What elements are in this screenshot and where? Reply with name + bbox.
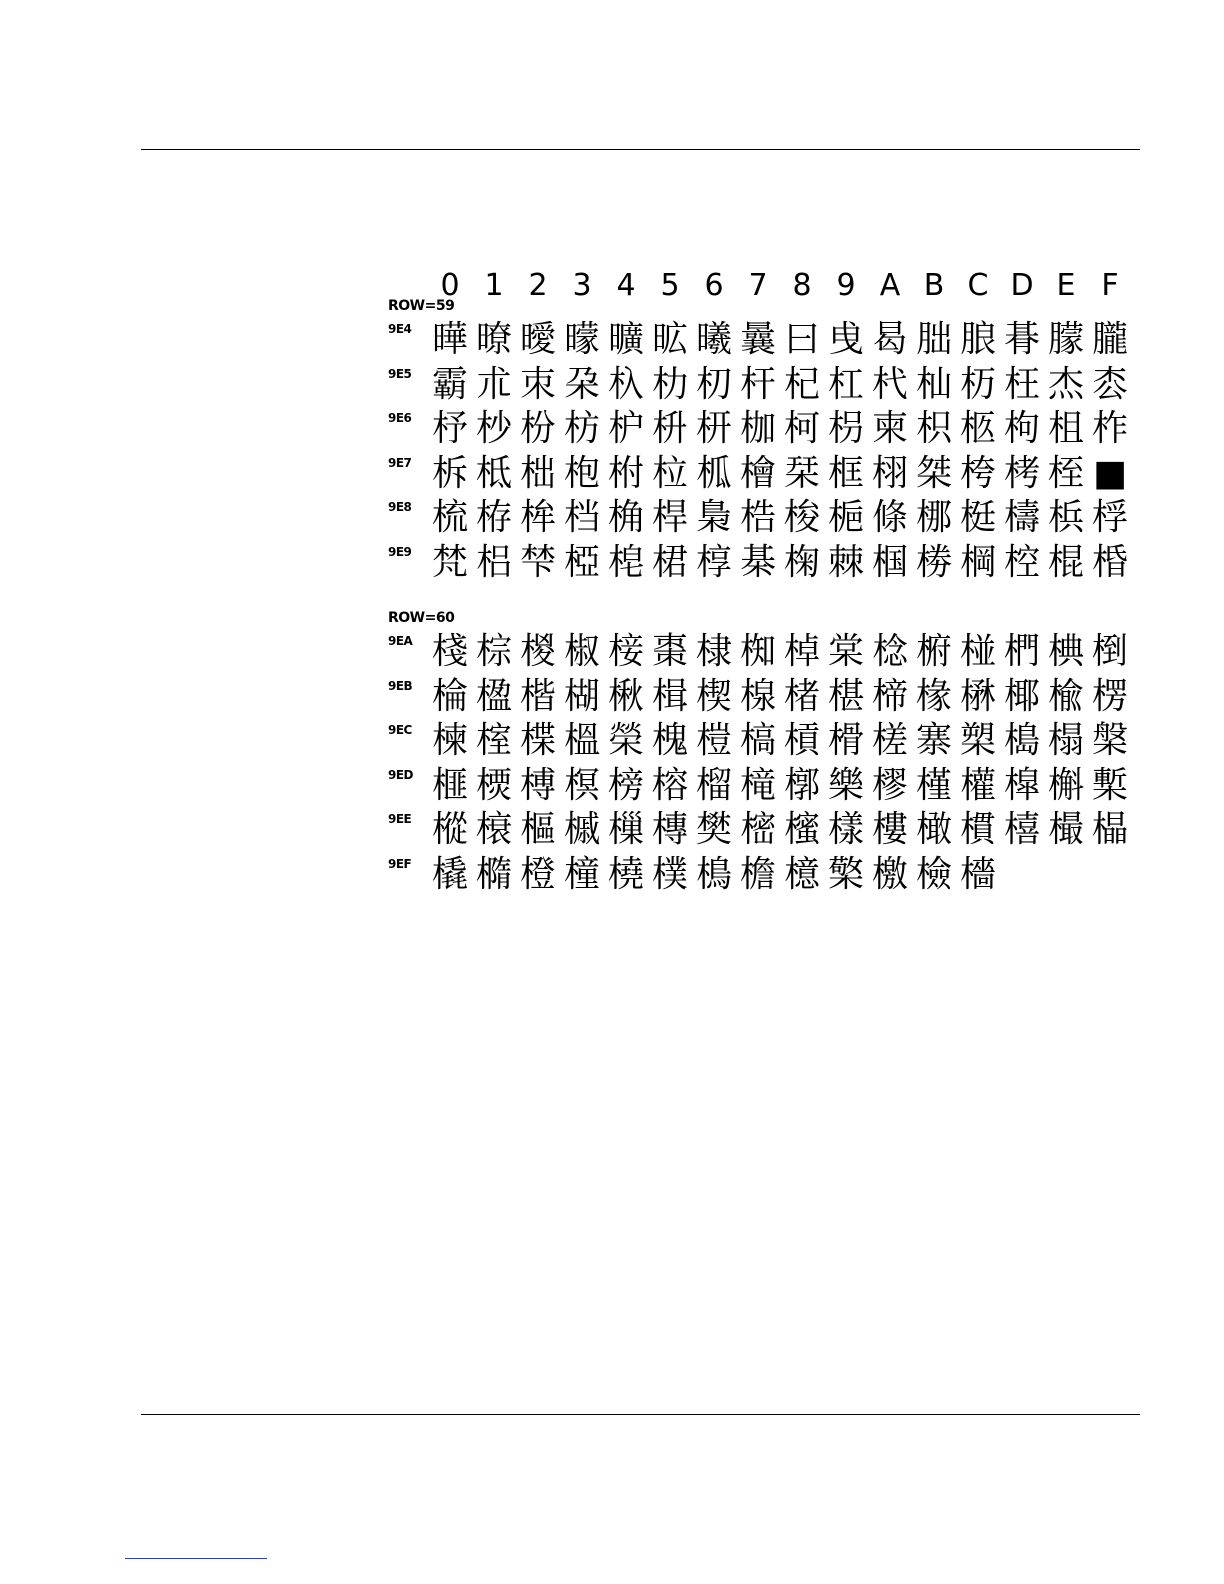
column-header: 8	[792, 268, 812, 303]
kanji-cell: 枸	[1003, 408, 1040, 449]
kanji-cell: 朦	[1047, 319, 1084, 360]
kanji-cell: 棹	[783, 631, 820, 672]
kanji-cell: 棆	[431, 675, 468, 717]
kanji-cell: 昿	[651, 319, 688, 360]
kanji-cell: 柮	[519, 452, 556, 494]
kanji-cell: 梏	[739, 497, 776, 538]
kanji-cell: 橙	[519, 853, 556, 895]
kanji-row	[428, 541, 1132, 585]
kanji-cell: 楡	[1047, 675, 1084, 717]
kanji-cell: 槫	[651, 809, 688, 850]
kanji-cell: 杰	[1047, 363, 1084, 405]
kanji-cell: 椢	[871, 541, 908, 583]
column-header: 6	[704, 268, 724, 303]
kanji-cell: 柆	[651, 452, 688, 494]
kanji-cell: 棧	[431, 631, 468, 672]
row-code-label: 9ED	[388, 767, 414, 782]
kanji-cell: 朷	[695, 363, 732, 405]
kanji-cell: 栫	[475, 497, 512, 538]
row-code-label: 9E5	[388, 366, 412, 381]
kanji-cell: 桷	[607, 497, 644, 538]
kanji-cell: 棣	[695, 631, 732, 672]
kanji-cell: 朸	[651, 363, 688, 405]
kanji-cell: 柞	[1091, 408, 1128, 449]
header-rule	[141, 149, 1140, 150]
kanji-cell: 楾	[739, 675, 776, 717]
row-section-label: ROW=60	[388, 610, 455, 626]
kanji-cell: 樛	[871, 764, 908, 806]
kanji-cell: 榁	[475, 720, 512, 761]
footer-link-underline	[125, 1558, 267, 1559]
kanji-cell: 柤	[1047, 408, 1084, 449]
kanji-cell: 樸	[651, 853, 688, 895]
kanji-cell: 枉	[1003, 363, 1040, 405]
kanji-cell: 楔	[695, 675, 732, 717]
kanji-cell: 框	[827, 452, 864, 494]
kanji-cell: 棕	[475, 631, 512, 672]
kanji-cell: 曦	[695, 319, 732, 360]
kanji-cell: 槊	[959, 720, 996, 761]
kanji-cell: 曷	[871, 319, 908, 360]
kanji-cell: 椣	[1047, 631, 1084, 672]
kanji-cell: 橲	[1003, 809, 1040, 850]
kanji-cell: 檣	[959, 853, 996, 895]
kanji-cell: 朖	[959, 319, 996, 360]
kanji-cell: 朿	[519, 363, 556, 405]
kanji-cell: 樓	[871, 809, 908, 850]
kanji-cell: 樞	[519, 809, 556, 850]
kanji-row	[428, 407, 1132, 451]
kanji-cell: 榾	[827, 720, 864, 761]
kanji-cell: 栩	[871, 452, 908, 494]
kanji-cell: 榱	[475, 809, 512, 850]
kanji-cell: 梠	[475, 541, 512, 583]
kanji-cell: 樊	[695, 809, 732, 850]
kanji-row	[428, 630, 1132, 674]
kanji-row	[428, 496, 1132, 540]
kanji-cell: 梍	[607, 541, 644, 583]
kanji-cell: 樌	[959, 809, 996, 850]
kanji-cell: 榮	[607, 720, 644, 761]
kanji-cell: 橢	[475, 853, 512, 895]
kanji-cell: 楫	[651, 675, 688, 717]
kanji-cell: 榕	[651, 764, 688, 806]
kanji-cell: 楹	[475, 675, 512, 717]
kanji-cell: 槨	[783, 764, 820, 806]
kanji-cell: 棡	[959, 541, 996, 583]
kanji-cell: 槭	[563, 809, 600, 850]
kanji-cell: 橇	[431, 853, 468, 895]
kanji-cell: 榜	[607, 764, 644, 806]
kanji-cell: 曩	[739, 319, 776, 360]
kanji-cell: 楞	[1091, 675, 1128, 717]
kanji-cell: 條	[871, 497, 908, 538]
kanji-row	[428, 808, 1132, 852]
kanji-cell: 柬	[871, 408, 908, 449]
kanji-cell: 槲	[1047, 764, 1084, 806]
kanji-cell: 霸	[431, 363, 468, 405]
kanji-cell: 梹	[1047, 497, 1084, 538]
column-header: C	[967, 268, 989, 303]
kanji-cell: 椹	[827, 675, 864, 717]
kanji-cell: 榴	[695, 764, 732, 806]
kanji-cell: 楮	[783, 675, 820, 717]
kanji-cell: 暸	[475, 319, 512, 360]
kanji-cell: 曚	[563, 319, 600, 360]
kanji-cell: 棠	[827, 631, 864, 672]
kanji-cell: 杞	[783, 363, 820, 405]
kanji-cell: 楷	[519, 675, 556, 717]
kanji-cell: 槹	[1003, 764, 1040, 806]
kanji-cell: 杆	[739, 363, 776, 405]
kanji-cell: 朏	[915, 319, 952, 360]
kanji-cell: 朮	[475, 363, 512, 405]
kanji-cell: 枡	[651, 408, 688, 449]
kanji-cell: 檄	[871, 853, 908, 895]
kanji-cell: 椰	[1003, 675, 1040, 717]
kanji-cell: 樮	[475, 764, 512, 806]
kanji-cell: 枩	[1091, 363, 1128, 405]
kanji-cell: 椚	[1003, 631, 1040, 672]
kanji-cell: 楴	[871, 675, 908, 717]
kanji-cell: 槐	[651, 720, 688, 761]
kanji-cell: 樂	[827, 764, 864, 806]
kanji-row	[428, 318, 1132, 362]
kanji-cell: 橈	[607, 853, 644, 895]
kanji-cell: 檮	[1003, 497, 1040, 538]
kanji-cell: 楝	[431, 720, 468, 761]
kanji-cell: 榲	[563, 720, 600, 761]
column-header: D	[1010, 268, 1034, 303]
kanji-cell: 曄	[431, 319, 468, 360]
row-code-label: 9EE	[388, 812, 412, 826]
kanji-cell: 梭	[783, 497, 820, 538]
kanji-cell: 權	[959, 764, 996, 806]
kanji-cell: 棗	[651, 631, 688, 672]
kanji-cell: 曰	[783, 319, 820, 360]
kanji-cell: 柯	[783, 408, 820, 449]
column-header: E	[1056, 268, 1076, 303]
kanji-cell: 椏	[563, 541, 600, 583]
kanji-cell: 椁	[695, 541, 732, 583]
kanji-cell: 朶	[563, 363, 600, 405]
kanji-cell: 樔	[607, 809, 644, 850]
kanji-cell: 桀	[915, 452, 952, 494]
kanji-cell: 枷	[739, 408, 776, 449]
kanji-cell: 梳	[431, 497, 468, 538]
kanji-cell: 杼	[431, 408, 468, 449]
kanji-cell: 枹	[563, 452, 600, 494]
kanji-cell: 椥	[739, 631, 776, 672]
kanji-cell: 椪	[959, 631, 996, 672]
kanji-cell: 槧	[1091, 764, 1128, 806]
kanji-cell: 榠	[563, 764, 600, 806]
kanji-row	[428, 853, 1000, 897]
kanji-cell: 樢	[695, 853, 732, 895]
kanji-cell: 梵	[431, 541, 468, 583]
kanji-cell: 枋	[563, 408, 600, 449]
kanji-cell: 榿	[695, 720, 732, 761]
kanji-cell: 橦	[563, 853, 600, 895]
column-header: 4	[616, 268, 636, 303]
kanji-cell: 樶	[1047, 809, 1084, 850]
kanji-cell: 椶	[519, 631, 556, 672]
kanji-cell: 榑	[519, 764, 556, 806]
kanji-cell: 椄	[607, 631, 644, 672]
kanji-cell: 橄	[915, 809, 952, 850]
kanji-cell: 栲	[1003, 452, 1040, 494]
kanji-cell: 枌	[519, 408, 556, 449]
row-code-label: 9E4	[388, 322, 412, 336]
kanji-cell: 枴	[827, 408, 864, 449]
kanji-cell: 梺	[519, 541, 556, 583]
kanji-cell: 槿	[915, 764, 952, 806]
kanji-cell: 椒	[563, 631, 600, 672]
kanji-cell: 椽	[915, 675, 952, 717]
row-code-label: 9E8	[388, 500, 412, 514]
column-header: 0	[440, 268, 460, 303]
kanji-cell: 楪	[519, 720, 556, 761]
kanji-cell: 枦	[607, 408, 644, 449]
kanji-cell: 櫁	[783, 809, 820, 850]
column-header: 7	[748, 268, 768, 303]
kanji-cell: 楸	[607, 675, 644, 717]
kanji-cell: 朧	[1091, 319, 1128, 360]
kanji-cell: ■	[1092, 452, 1127, 494]
kanji-cell: 杁	[607, 363, 644, 405]
kanji-cell: 榻	[1047, 720, 1084, 761]
kanji-cell: 梛	[915, 497, 952, 538]
kanji-cell: 樣	[827, 809, 864, 850]
kanji-cell: 柧	[695, 452, 732, 494]
kanji-cell: 檍	[783, 853, 820, 895]
kanji-cell: 椡	[1091, 631, 1128, 672]
kanji-cell: 曠	[607, 319, 644, 360]
kanji-cell: 杣	[915, 363, 952, 405]
kanji-row	[428, 675, 1132, 719]
kanji-cell: 楙	[959, 675, 996, 717]
kanji-cell: 桎	[1047, 452, 1084, 494]
row-code-label: 9EF	[388, 856, 412, 871]
kanji-cell: 樒	[739, 809, 776, 850]
kanji-cell: 槃	[1091, 720, 1128, 761]
kanji-row	[428, 363, 1132, 407]
kanji-cell: 槓	[783, 720, 820, 761]
kanji-cell: 曖	[519, 319, 556, 360]
kanji-cell: 桴	[1091, 497, 1128, 538]
kanji-cell: 楜	[563, 675, 600, 717]
column-header: F	[1101, 268, 1119, 303]
kanji-cell: 棔	[1091, 541, 1128, 583]
kanji-cell: 杪	[475, 408, 512, 449]
kanji-cell: 樅	[431, 809, 468, 850]
kanji-cell: 梔	[827, 497, 864, 538]
kanji-cell: 梃	[959, 497, 996, 538]
kanji-cell: 桾	[651, 541, 688, 583]
kanji-row	[428, 764, 1132, 808]
kanji-cell: 枅	[695, 408, 732, 449]
kanji-cell: 棍	[1047, 541, 1084, 583]
kanji-cell: 檢	[915, 853, 952, 895]
kanji-cell: 橸	[1091, 809, 1128, 850]
kanji-cell: 柩	[959, 408, 996, 449]
kanji-row	[428, 452, 1132, 496]
footer-rule	[141, 1414, 1140, 1415]
kanji-cell: 杠	[827, 363, 864, 405]
kanji-cell: 桙	[519, 497, 556, 538]
kanji-cell: 棊	[739, 541, 776, 583]
kanji-cell: 棯	[871, 631, 908, 672]
column-header: 3	[572, 268, 592, 303]
column-header: 5	[660, 268, 680, 303]
row-code-label: 9E7	[388, 455, 412, 470]
kanji-cell: 档	[563, 497, 600, 538]
kanji-cell: 梟	[695, 497, 732, 538]
kanji-cell: 檠	[827, 853, 864, 895]
kanji-cell: 檐	[739, 853, 776, 895]
kanji-cell: 柎	[607, 452, 644, 494]
row-section-label: ROW=59	[388, 298, 455, 314]
kanji-cell: 椈	[783, 541, 820, 583]
kanji-cell: 椨	[915, 631, 952, 672]
column-header: 2	[528, 268, 548, 303]
row-code-label: 9E9	[388, 544, 412, 559]
column-header: A	[879, 268, 901, 303]
kanji-cell: 槝	[1003, 720, 1040, 761]
kanji-cell: 椦	[915, 541, 952, 583]
kanji-cell: 桍	[959, 452, 996, 494]
column-header: B	[923, 268, 945, 303]
kanji-cell: 枳	[915, 408, 952, 449]
row-code-label: 9EB	[388, 678, 413, 693]
kanji-cell: 寨	[915, 720, 952, 761]
kanji-row	[428, 719, 1132, 763]
kanji-cell: 槎	[871, 720, 908, 761]
row-code-label: 9E6	[388, 411, 412, 425]
column-header: 1	[484, 268, 504, 303]
kanji-cell: 椌	[1003, 541, 1040, 583]
kanji-cell: 杤	[959, 363, 996, 405]
kanji-cell: 柝	[431, 452, 468, 494]
kanji-cell: 曵	[827, 319, 864, 360]
kanji-cell: 棘	[827, 541, 864, 583]
row-code-label: 9EC	[388, 723, 412, 737]
kanji-cell: 柢	[475, 452, 512, 494]
kanji-cell: 栞	[783, 452, 820, 494]
row-code-label: 9EA	[388, 634, 413, 648]
kanji-cell: 槁	[739, 720, 776, 761]
kanji-cell: 榧	[431, 764, 468, 806]
kanji-cell: 檜	[739, 452, 776, 494]
kanji-cell: 槞	[739, 764, 776, 806]
column-header: 9	[836, 268, 856, 303]
kanji-cell: 朞	[1003, 319, 1040, 360]
kanji-cell: 桿	[651, 497, 688, 538]
kanji-cell: 杙	[871, 363, 908, 405]
